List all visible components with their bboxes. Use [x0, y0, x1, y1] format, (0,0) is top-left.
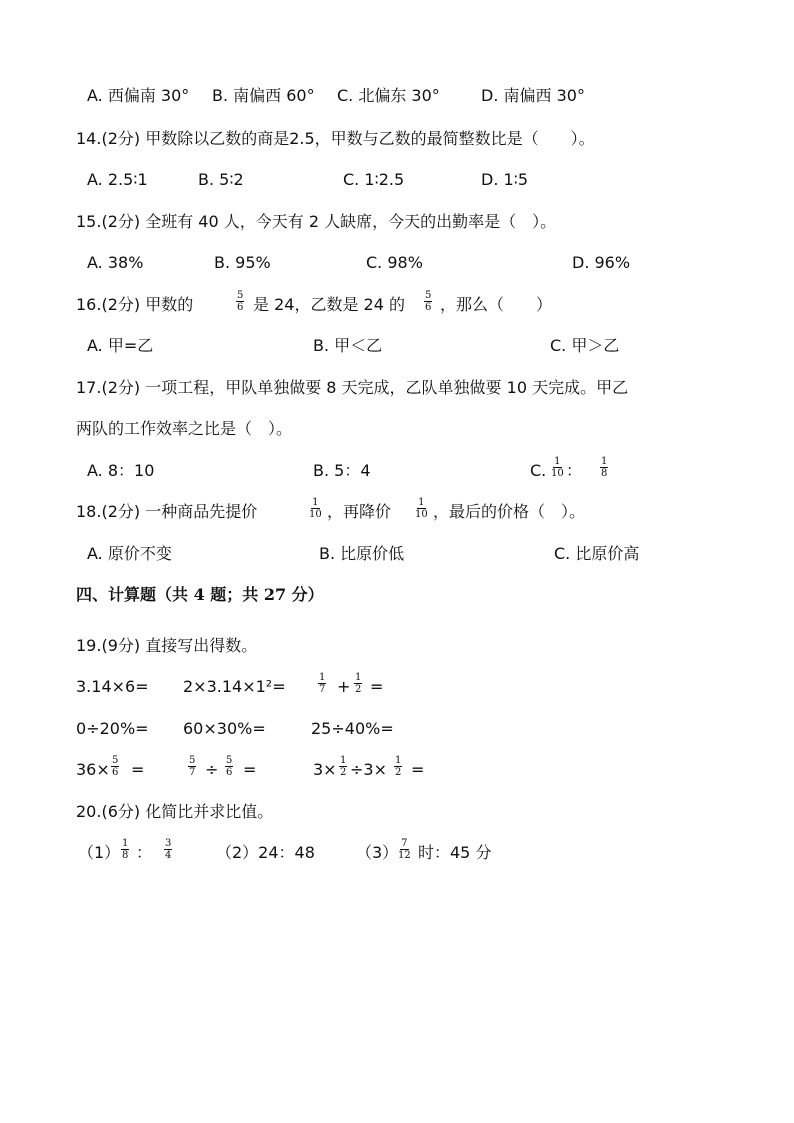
- fraction-numerator: 3: [165, 838, 172, 849]
- q18-option-c[interactable]: C. 比原价高: [554, 544, 640, 563]
- q15-options: [0, 248, 794, 278]
- fraction-numerator: 5: [425, 290, 432, 301]
- q18-option-b[interactable]: B. 比原价低: [319, 544, 405, 563]
- fraction-denominator: 10: [551, 468, 564, 479]
- q20-part-3-label: （3）: [356, 843, 399, 862]
- q17-option-b[interactable]: B. 5：4: [313, 461, 371, 480]
- q16-options: [0, 331, 794, 361]
- fraction-numerator: 1: [554, 456, 561, 467]
- section-4-heading: [0, 580, 794, 610]
- q17-stem-line1: [0, 373, 794, 403]
- fraction-denominator: 10: [309, 509, 322, 520]
- q19-item-3-fraction-1: [318, 672, 326, 695]
- q20-part-3-rest: 时：45 分: [418, 843, 492, 862]
- q18-fraction-2: [414, 497, 429, 520]
- q14-option-d[interactable]: D. 1∶5: [481, 170, 529, 189]
- fraction-numerator: 1: [312, 497, 319, 508]
- fraction-numerator: 1: [601, 456, 608, 467]
- q18-stem-part2: ，再降价: [327, 502, 392, 521]
- q18-stem-part1: 18.(2分) 一种商品先提价: [76, 502, 258, 521]
- q20-part-3-fraction: [397, 838, 412, 861]
- q19-stem-text: 19.(9分) 直接写出得数。: [76, 636, 258, 655]
- q16-stem: [0, 290, 794, 320]
- fraction-denominator: 6: [226, 767, 233, 778]
- q20-part-2: （2）24：48: [216, 843, 315, 862]
- q14-option-b[interactable]: B. 5∶2: [198, 170, 244, 189]
- q20-part-1-fraction-2: [164, 838, 172, 861]
- q19-item-3-fraction-2: [354, 672, 362, 695]
- q13-option-d[interactable]: D. 南偏西 30°: [481, 86, 585, 105]
- q20-part-1-separator: ：: [136, 843, 153, 862]
- q14-options: [0, 165, 794, 195]
- q17-option-a[interactable]: A. 8：10: [87, 461, 155, 480]
- q19-item-8-equals: =: [243, 760, 257, 779]
- q19-item-3-plus: +: [337, 677, 351, 696]
- q13-options: [0, 81, 794, 111]
- q19-row-2: [0, 714, 794, 744]
- fraction-denominator: 7: [189, 767, 196, 778]
- q13-option-c[interactable]: C. 北偏东 30°: [337, 86, 440, 105]
- q19-row-1: [0, 672, 794, 702]
- q19-item-7-fraction: [111, 755, 119, 778]
- fraction-denominator: 6: [112, 767, 119, 778]
- fraction-numerator: 1: [395, 755, 402, 766]
- q14-option-a[interactable]: A. 2.5∶1: [87, 170, 148, 189]
- q17-option-c-fraction-1: [550, 456, 565, 479]
- section-4-title: 四、计算题（共 4 题；共 27 分）: [76, 585, 324, 604]
- q16-stem-part3: ，那么（ ）: [440, 295, 553, 314]
- q19-item-7-equals: =: [131, 760, 145, 779]
- fraction-denominator: 7: [319, 684, 326, 695]
- fraction-denominator: 6: [237, 302, 244, 313]
- q19-item-2: 2×3.14×1²=: [183, 677, 286, 696]
- q18-option-a[interactable]: A. 原价不变: [87, 544, 172, 563]
- q19-item-4: 0÷20%=: [76, 719, 149, 738]
- q18-fraction-1: [308, 497, 323, 520]
- q19-item-8-fraction-2: [225, 755, 233, 778]
- q15-option-c[interactable]: C. 98%: [366, 253, 423, 272]
- q20-parts: [0, 838, 794, 868]
- q15-stem: [0, 207, 794, 237]
- fraction-denominator: 2: [355, 684, 362, 695]
- q19-item-8-divide: ÷: [205, 760, 219, 779]
- q16-fraction-1: [236, 290, 244, 313]
- q15-option-b[interactable]: B. 95%: [214, 253, 271, 272]
- q16-stem-part1: 16.(2分) 甲数的: [76, 295, 194, 314]
- q18-stem-part3: ，最后的价格（ ）。: [433, 502, 586, 521]
- q19-item-5: 60×30%=: [183, 719, 266, 738]
- fraction-numerator: 1: [319, 672, 326, 683]
- q20-part-1-fraction-1: [121, 838, 129, 861]
- fraction-denominator: 2: [340, 767, 347, 778]
- q19-item-9-equals: =: [411, 760, 425, 779]
- q15-stem-text: 15.(2分) 全班有 40 人，今天有 2 人缺席，今天的出勤率是（ ）。: [76, 212, 557, 231]
- q14-stem-text: 14.(2分) 甲数除以乙数的商是2.5，甲数与乙数的最简整数比是（ ）。: [76, 129, 595, 148]
- q13-option-b[interactable]: B. 南偏西 60°: [212, 86, 315, 105]
- fraction-denominator: 12: [398, 850, 411, 861]
- q17-options: [0, 456, 794, 486]
- q18-options: [0, 539, 794, 569]
- fraction-numerator: 7: [401, 838, 408, 849]
- fraction-denominator: 8: [122, 850, 129, 861]
- q17-stem-text-2: 两队的工作效率之比是（ ）。: [76, 419, 293, 438]
- fraction-denominator: 10: [415, 509, 428, 520]
- q19-item-6: 25÷40%=: [311, 719, 394, 738]
- q17-option-c-label[interactable]: C.: [530, 461, 547, 480]
- q16-option-c[interactable]: C. 甲＞乙: [550, 336, 620, 355]
- q14-stem: [0, 124, 794, 154]
- q16-stem-part2: 是 24，乙数是 24 的: [253, 295, 405, 314]
- q17-stem-text-1: 17.(2分) 一项工程，甲队单独做要 8 天完成，乙队单独做要 10 天完成。甲乙: [76, 378, 629, 397]
- fraction-numerator: 5: [237, 290, 244, 301]
- q19-stem: [0, 631, 794, 661]
- fraction-numerator: 1: [418, 497, 425, 508]
- q17-stem-line2: [0, 414, 794, 444]
- fraction-denominator: 8: [601, 468, 608, 479]
- q15-option-a[interactable]: A. 38%: [87, 253, 144, 272]
- fraction-numerator: 5: [189, 755, 196, 766]
- fraction-numerator: 1: [122, 838, 129, 849]
- fraction-numerator: 5: [226, 755, 233, 766]
- fraction-denominator: 2: [395, 767, 402, 778]
- q19-item-3-equals: =: [370, 677, 384, 696]
- q19-item-9-fraction-2: [394, 755, 402, 778]
- q17-option-c-separator: ：: [566, 461, 583, 480]
- q20-stem-text: 20.(6分) 化简比并求比值。: [76, 802, 274, 821]
- q19-item-8-fraction-1: [188, 755, 196, 778]
- q19-row-3: [0, 755, 794, 785]
- q20-part-1-label: （1）: [78, 843, 121, 862]
- fraction-denominator: 6: [425, 302, 432, 313]
- q19-item-9-fraction-1: [339, 755, 347, 778]
- q16-option-b[interactable]: B. 甲＜乙: [313, 336, 383, 355]
- q16-fraction-2: [424, 290, 432, 313]
- fraction-denominator: 4: [165, 850, 172, 861]
- q14-option-c[interactable]: C. 1∶2.5: [343, 170, 405, 189]
- fraction-numerator: 1: [340, 755, 347, 766]
- q20-stem: [0, 797, 794, 827]
- q19-item-9-middle: ÷3×: [350, 760, 387, 779]
- q19-item-7-prefix: 36×: [76, 760, 110, 779]
- q15-option-d[interactable]: D. 96%: [572, 253, 631, 272]
- q18-stem: [0, 497, 794, 527]
- q16-option-a[interactable]: A. 甲=乙: [87, 336, 154, 355]
- fraction-numerator: 5: [112, 755, 119, 766]
- q13-option-a[interactable]: A. 西偏南 30°: [87, 86, 190, 105]
- q19-item-1: 3.14×6=: [76, 677, 149, 696]
- q19-item-9-prefix: 3×: [313, 760, 337, 779]
- fraction-numerator: 1: [355, 672, 362, 683]
- q17-option-c-fraction-2: [600, 456, 608, 479]
